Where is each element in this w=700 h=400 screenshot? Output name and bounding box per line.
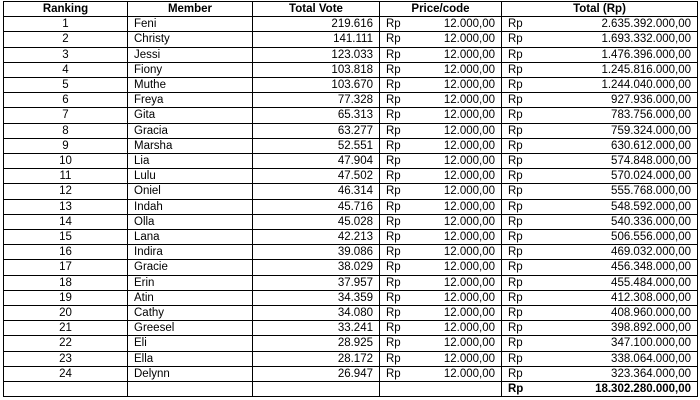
total-cell — [502, 199, 698, 214]
currency-label: Rp — [386, 322, 401, 335]
price-cell — [380, 123, 502, 138]
currency-label: Rp — [386, 155, 401, 168]
currency-label: Rp — [508, 155, 523, 168]
total-vote-cell: 63.277 — [253, 123, 380, 138]
currency-label: Rp — [508, 231, 523, 244]
total-vote-cell: 52.551 — [253, 138, 380, 153]
currency-label: Rp — [508, 200, 523, 213]
ranking-cell: 19 — [4, 290, 128, 305]
amount-value: 338.064.000,00 — [611, 352, 691, 365]
table-row — [4, 32, 698, 47]
currency-label: Rp — [508, 109, 523, 122]
total-cell — [502, 154, 698, 169]
total-cell — [502, 108, 698, 123]
total-vote-cell: 141.111 — [253, 32, 380, 47]
amount-value: 12.000,00 — [443, 63, 495, 76]
amount-value: 12.000,00 — [443, 124, 495, 137]
table-row — [4, 199, 698, 214]
amount-value: 540.336.000,00 — [611, 215, 691, 228]
currency-label: Rp — [508, 139, 523, 152]
total-vote-cell: 26.947 — [253, 366, 380, 381]
price-cell — [380, 321, 502, 336]
currency-label: Rp — [386, 185, 401, 198]
table-row — [4, 138, 698, 153]
empty-cell — [253, 382, 380, 397]
ranking-cell: 22 — [4, 336, 128, 351]
total-vote-cell: 37.957 — [253, 275, 380, 290]
currency-label: Rp — [508, 124, 523, 137]
amount-value: 555.768.000,00 — [611, 185, 691, 198]
member-cell: Lana — [128, 230, 253, 245]
total-cell — [502, 169, 698, 184]
currency-label: Rp — [508, 352, 523, 365]
currency-label: Rp — [508, 261, 523, 274]
total-vote-cell: 28.925 — [253, 336, 380, 351]
price-cell — [380, 275, 502, 290]
table-row — [4, 351, 698, 366]
total-cell — [502, 93, 698, 108]
total-cell — [502, 290, 698, 305]
currency-label: Rp — [508, 367, 523, 380]
member-cell: Ella — [128, 351, 253, 366]
amount-value: 12.000,00 — [443, 155, 495, 168]
price-cell — [380, 154, 502, 169]
currency-label: Rp — [386, 291, 401, 304]
ranking-cell: 12 — [4, 184, 128, 199]
amount-value: 574.848.000,00 — [611, 155, 691, 168]
amount-value: 630.612.000,00 — [611, 139, 691, 152]
price-cell — [380, 245, 502, 260]
member-cell: Oniel — [128, 184, 253, 199]
currency-label: Rp — [386, 352, 401, 365]
price-cell — [380, 17, 502, 32]
table-header-row — [4, 2, 698, 17]
total-cell — [502, 62, 698, 77]
ranking-cell: 11 — [4, 169, 128, 184]
table-row — [4, 230, 698, 245]
amount-value: 570.024.000,00 — [611, 170, 691, 183]
ranking-cell: 4 — [4, 62, 128, 77]
currency-label: Rp — [508, 246, 523, 259]
amount-value: 1.476.396.000,00 — [601, 48, 691, 61]
price-cell — [380, 108, 502, 123]
amount-value: 12.000,00 — [443, 139, 495, 152]
total-vote-cell: 103.670 — [253, 78, 380, 93]
price-cell — [380, 169, 502, 184]
member-cell: Cathy — [128, 306, 253, 321]
currency-label: Rp — [508, 18, 523, 31]
table-row — [4, 321, 698, 336]
currency-label: Rp — [386, 124, 401, 137]
table-row — [4, 290, 698, 305]
total-cell — [502, 275, 698, 290]
amount-value: 12.000,00 — [443, 246, 495, 259]
amount-value: 12.000,00 — [443, 261, 495, 274]
amount-value: 12.000,00 — [443, 231, 495, 244]
price-cell — [380, 32, 502, 47]
amount-value: 469.032.000,00 — [611, 246, 691, 259]
ranking-cell: 6 — [4, 93, 128, 108]
amount-value: 12.000,00 — [443, 367, 495, 380]
total-cell — [502, 321, 698, 336]
price-cell — [380, 351, 502, 366]
currency-label: Rp — [386, 170, 401, 183]
table-body — [4, 17, 698, 397]
member-cell: Greesel — [128, 321, 253, 336]
empty-cell — [4, 382, 128, 397]
ranking-cell: 3 — [4, 47, 128, 62]
currency-label: Rp — [508, 307, 523, 320]
ranking-cell: 14 — [4, 214, 128, 229]
currency-label: Rp — [508, 48, 523, 61]
currency-label: Rp — [508, 33, 523, 46]
total-vote-cell: 34.359 — [253, 290, 380, 305]
table-row — [4, 62, 698, 77]
price-cell — [380, 306, 502, 321]
amount-value: 12.000,00 — [443, 291, 495, 304]
currency-label: Rp — [508, 215, 523, 228]
total-vote-cell: 47.502 — [253, 169, 380, 184]
member-cell: Indira — [128, 245, 253, 260]
member-cell: Eli — [128, 336, 253, 351]
currency-label: Rp — [386, 200, 401, 213]
member-cell: Olla — [128, 214, 253, 229]
currency-label: Rp — [386, 33, 401, 46]
amount-value: 12.000,00 — [443, 200, 495, 213]
table-row — [4, 260, 698, 275]
total-vote-cell: 47.904 — [253, 154, 380, 169]
header-price: Price/code — [380, 2, 502, 17]
total-cell — [502, 230, 698, 245]
currency-label: Rp — [386, 307, 401, 320]
price-cell — [380, 260, 502, 275]
table-row — [4, 184, 698, 199]
table-row — [4, 306, 698, 321]
member-cell: Marsha — [128, 138, 253, 153]
currency-label: Rp — [508, 63, 523, 76]
ranking-cell: 8 — [4, 123, 128, 138]
member-cell: Muthe — [128, 78, 253, 93]
amount-value: 1.245.816.000,00 — [601, 63, 691, 76]
currency-label: Rp — [508, 337, 523, 350]
table-row — [4, 123, 698, 138]
ranking-cell: 16 — [4, 245, 128, 260]
currency-label: Rp — [386, 276, 401, 289]
member-cell: Gracia — [128, 123, 253, 138]
price-cell — [380, 93, 502, 108]
member-cell: Gracie — [128, 260, 253, 275]
currency-label: Rp — [508, 185, 523, 198]
member-cell: Lia — [128, 154, 253, 169]
amount-value: 12.000,00 — [443, 307, 495, 320]
amount-value: 12.000,00 — [443, 337, 495, 350]
total-cell — [502, 366, 698, 381]
member-cell: Gita — [128, 108, 253, 123]
total-vote-cell: 34.080 — [253, 306, 380, 321]
amount-value: 12.000,00 — [443, 79, 495, 92]
total-cell — [502, 260, 698, 275]
ranking-cell: 2 — [4, 32, 128, 47]
member-cell: Erin — [128, 275, 253, 290]
amount-value: 412.308.000,00 — [611, 291, 691, 304]
amount-value: 12.000,00 — [443, 94, 495, 107]
amount-value: 548.592.000,00 — [611, 200, 691, 213]
total-cell — [502, 306, 698, 321]
currency-label: Rp — [386, 215, 401, 228]
currency-label: Rp — [508, 291, 523, 304]
amount-value: 1.244.040.000,00 — [601, 79, 691, 92]
amount-value: 12.000,00 — [443, 48, 495, 61]
table-row — [4, 214, 698, 229]
total-vote-cell: 123.033 — [253, 47, 380, 62]
grand-total-row — [4, 382, 698, 397]
table-row — [4, 108, 698, 123]
member-cell: Feni — [128, 17, 253, 32]
total-cell — [502, 32, 698, 47]
total-vote-cell: 42.213 — [253, 230, 380, 245]
total-cell — [502, 17, 698, 32]
price-cell — [380, 214, 502, 229]
amount-value: 12.000,00 — [443, 322, 495, 335]
member-cell: Lulu — [128, 169, 253, 184]
currency-label: Rp — [508, 322, 523, 335]
ranking-cell: 7 — [4, 108, 128, 123]
amount-value: 2.635.392.000,00 — [601, 18, 691, 31]
amount-value: 323.364.000,00 — [611, 367, 691, 380]
total-vote-cell: 45.716 — [253, 199, 380, 214]
price-cell — [380, 366, 502, 381]
currency-label: Rp — [508, 94, 523, 107]
table-row — [4, 17, 698, 32]
ranking-cell: 20 — [4, 306, 128, 321]
currency-label: Rp — [386, 63, 401, 76]
ranking-cell: 21 — [4, 321, 128, 336]
member-cell: Jessi — [128, 47, 253, 62]
amount-value: 927.936.000,00 — [611, 94, 691, 107]
table-row — [4, 47, 698, 62]
member-cell: Fiony — [128, 62, 253, 77]
currency-label: Rp — [508, 170, 523, 183]
currency-label: Rp — [386, 109, 401, 122]
member-cell: Atin — [128, 290, 253, 305]
member-cell: Delynn — [128, 366, 253, 381]
table-row — [4, 275, 698, 290]
price-cell — [380, 199, 502, 214]
ranking-cell: 10 — [4, 154, 128, 169]
grand-total-cell — [502, 382, 698, 397]
currency-label: Rp — [386, 231, 401, 244]
currency-label: Rp — [386, 367, 401, 380]
total-cell — [502, 245, 698, 260]
amount-value: 347.100.000,00 — [611, 337, 691, 350]
amount-value: 12.000,00 — [443, 18, 495, 31]
ranking-cell: 13 — [4, 199, 128, 214]
total-cell — [502, 351, 698, 366]
price-cell — [380, 78, 502, 93]
table-row — [4, 78, 698, 93]
currency-label: Rp — [386, 94, 401, 107]
table-row — [4, 366, 698, 381]
amount-value: 12.000,00 — [443, 109, 495, 122]
amount-value: 12.000,00 — [443, 276, 495, 289]
amount-value: 18.302.280.000,00 — [595, 383, 691, 396]
price-cell — [380, 336, 502, 351]
total-cell — [502, 138, 698, 153]
currency-label: Rp — [386, 261, 401, 274]
amount-value: 12.000,00 — [443, 352, 495, 365]
currency-label: Rp — [508, 383, 524, 396]
amount-value: 408.960.000,00 — [611, 307, 691, 320]
total-vote-cell: 219.616 — [253, 17, 380, 32]
header-ranking: Ranking — [4, 2, 128, 17]
amount-value: 1.693.332.000,00 — [601, 33, 691, 46]
table-row — [4, 169, 698, 184]
ranking-cell: 23 — [4, 351, 128, 366]
amount-value: 12.000,00 — [443, 185, 495, 198]
header-total: Total (Rp) — [502, 2, 698, 17]
total-vote-cell: 103.818 — [253, 62, 380, 77]
amount-value: 783.756.000,00 — [611, 109, 691, 122]
ranking-cell: 9 — [4, 138, 128, 153]
price-cell — [380, 62, 502, 77]
currency-label: Rp — [386, 18, 401, 31]
member-cell: Indah — [128, 199, 253, 214]
header-total-vote: Total Vote — [253, 2, 380, 17]
table-row — [4, 93, 698, 108]
ranking-cell: 5 — [4, 78, 128, 93]
amount-value: 759.324.000,00 — [611, 124, 691, 137]
vote-ranking-table — [3, 1, 698, 397]
total-cell — [502, 123, 698, 138]
amount-value: 12.000,00 — [443, 170, 495, 183]
total-cell — [502, 47, 698, 62]
table-row — [4, 336, 698, 351]
currency-label: Rp — [508, 79, 523, 92]
amount-value: 398.892.000,00 — [611, 322, 691, 335]
member-cell: Freya — [128, 93, 253, 108]
currency-label: Rp — [386, 79, 401, 92]
amount-value: 12.000,00 — [443, 215, 495, 228]
header-member: Member — [128, 2, 253, 17]
currency-label: Rp — [386, 337, 401, 350]
ranking-cell: 1 — [4, 17, 128, 32]
total-vote-cell: 65.313 — [253, 108, 380, 123]
price-cell — [380, 184, 502, 199]
ranking-cell: 24 — [4, 366, 128, 381]
total-cell — [502, 184, 698, 199]
total-vote-cell: 46.314 — [253, 184, 380, 199]
amount-value: 12.000,00 — [443, 33, 495, 46]
price-cell — [380, 138, 502, 153]
currency-label: Rp — [386, 139, 401, 152]
total-vote-cell: 28.172 — [253, 351, 380, 366]
empty-cell — [380, 382, 502, 397]
table-row — [4, 245, 698, 260]
amount-value: 456.348.000,00 — [611, 261, 691, 274]
currency-label: Rp — [386, 246, 401, 259]
currency-label: Rp — [386, 48, 401, 61]
total-vote-cell: 39.086 — [253, 245, 380, 260]
total-vote-cell: 33.241 — [253, 321, 380, 336]
member-cell: Christy — [128, 32, 253, 47]
price-cell — [380, 230, 502, 245]
empty-cell — [128, 382, 253, 397]
ranking-cell: 17 — [4, 260, 128, 275]
table-row — [4, 154, 698, 169]
total-cell — [502, 78, 698, 93]
amount-value: 506.556.000,00 — [611, 231, 691, 244]
amount-value: 455.484.000,00 — [611, 276, 691, 289]
total-cell — [502, 214, 698, 229]
currency-label: Rp — [508, 276, 523, 289]
ranking-cell: 15 — [4, 230, 128, 245]
total-cell — [502, 336, 698, 351]
total-vote-cell: 45.028 — [253, 214, 380, 229]
price-cell — [380, 290, 502, 305]
total-vote-cell: 38.029 — [253, 260, 380, 275]
total-vote-cell: 77.328 — [253, 93, 380, 108]
price-cell — [380, 47, 502, 62]
ranking-cell: 18 — [4, 275, 128, 290]
